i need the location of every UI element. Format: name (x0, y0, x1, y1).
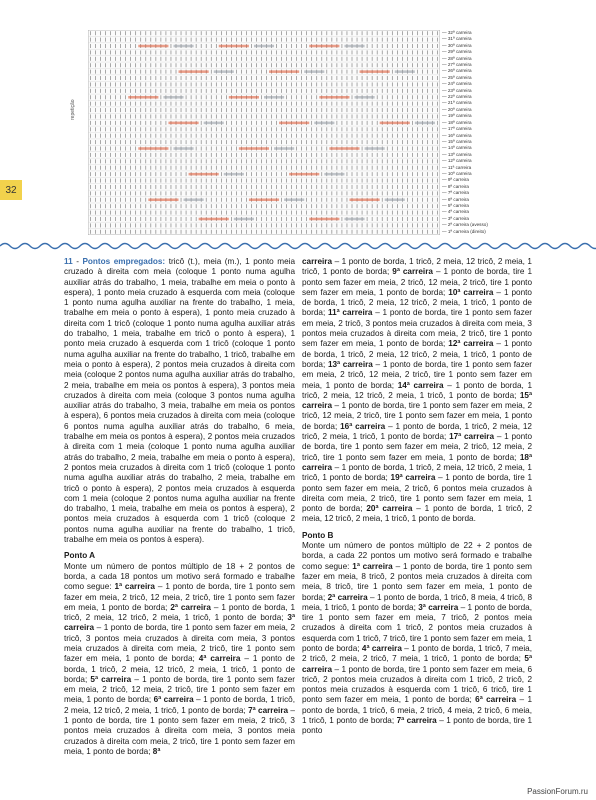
chart-row-label: — 4ª carreira (442, 209, 469, 215)
chart-row-labels (442, 30, 592, 235)
chart-row-label: — 9ª carreira (442, 177, 469, 183)
chart-row-label: — 1ª carreira (direito) (442, 228, 486, 234)
chart-row-label: — 25ª carreira (442, 74, 472, 80)
chart-row-label: — 21ª carreira (442, 100, 472, 106)
chart-row-label: — 5ª carreira (442, 202, 469, 208)
chart-row-label: — 13ª carreira (442, 151, 472, 157)
chart-row-label: — 28ª carreira (442, 55, 472, 61)
ponto-b-title: Ponto B (302, 530, 334, 540)
chart-row-label: — 7ª carreira (442, 190, 469, 196)
ponto-a-title: Ponto A (64, 551, 96, 561)
page-number: 32 (0, 180, 22, 200)
chart-row-label: — 10ª carreira (442, 170, 472, 176)
chart-row-label: — 15ª carreira (442, 138, 472, 144)
points-used-paragraph: 11 - Pontos empregados: tricô (t.), meia (m.), 1 ponto meia cruzado à direita com meia (coloque 1 ponto numa agulha auxiliar atrás do trabalho, 1 meia, trabalhe em meia o ponto à espera), 1 ponto meia cruzado à esquerda com meia (coloque 1 ponto numa agulha auxiliar na frente do trabalho, 1 meia, trabalhe em meia o ponto à espera), 1 ponto meia cruzado à direita com 1 tricô (coloque 1 ponto numa agulha auxiliar atrás do trabalho, 1 meia, trabalhe em tricô o ponto à espera), 1 ponto meia cruzado à esquerda com 1 tricô (coloque 1 ponto numa agulha auxiliar na frente do trabalho, 1 tricô, trabalhe em meia o ponto à espera), 2 pontos meia cruzados à direita com meia (coloque 2 pontos numa agulha auxiliar atrás do trabalho, 2 meia, trabalhe em meia os pontos à espera), 3 pontos meia cruzados à direita com meia (coloque 3 pontos numa agulha auxiliar atrás do trabalho, 3 meia, trabalhe em meia os pontos à espera), 6 pontos meia cruzados à direita com meia (coloque 6 pontos numa agulha auxiliar atrás do trabalho, 6 meia, trabalhe em meia os pontos à espera), 2 pontos meia cruzados à direita com 1 meia (coloque 1 ponto numa agulha auxiliar atrás do trabalho, 2 meia, trabalhe em meia o ponto à espera), 2 pontos meia cruzados à direita com 1 tricô (coloque 1 ponto numa agulha auxiliar atrás do trabalho, 2 meia, trabalhe em tricô o ponto à espera), 2 pontos meia cruzados à esquerda com 1 meia (coloque 2 pontos numa agulha auxiliar na frente do trabalho, 1 meia, trabalhe em meia os pontos à espera), 2 pontos meia cruzados à esquerda com 1 tricô (coloque 2 pontos numa agulha auxiliar na frente do trabalho, 1 tricô, trabalhe em meia os pontos à espera). (64, 257, 295, 545)
right-column (302, 257, 532, 737)
chart-grid (88, 30, 440, 235)
chart-row-label: — 14ª carreira (442, 145, 472, 151)
chart-row-label: — 24ª carreira (442, 81, 472, 87)
chart-row-label: — 19ª carreira (442, 113, 472, 119)
chart-row-label: — 26ª carreira (442, 68, 472, 74)
chart-row-label: — 23ª carreira (442, 87, 472, 93)
chart-row-label: — 17ª carreira (442, 126, 472, 132)
chart-row-label: — 20ª carreira (442, 106, 472, 112)
chart-row-label: — 6ª carreira (442, 196, 469, 202)
chart-row-label: — 27ª carreira (442, 62, 472, 68)
chart-row-label: — 31ª carreira (442, 36, 472, 42)
chart-row-label: — 11ª carreira (442, 164, 472, 170)
chart-row-label: — 30ª carreira (442, 42, 472, 48)
chart-row-label: — 3ª carreira (442, 215, 469, 221)
chart-row-label: — 29ª carreira (442, 49, 472, 55)
ponto-a-instructions: Monte um número de pontos múltiplo de 18 + 2 pontos de borda, a cada 18 pontos um motivo será formado e trabalhe como segue: 1ª carreira – 1 ponto de borda, tire 1 ponto sem fazer em meia, 2 tricô, 12 meia, 2 tricô, tire 1 ponto sem fazer em meia, 1 ponto de borda; 2ª carreira – 1 ponto de borda, 1 tricô, 2 meia, 12 tricô, 2 meia, 1 tricô, 1 ponto de borda; 3ª carreira – 1 ponto de borda, tire 1 ponto sem fazer em meia, 2 tricô, 3 pontos meia cruzados à direita com meia, 3 pontos meia cruzados à direita com meia, 2 tricô, tire 1 ponto sem fazer em meia, 1 ponto de borda; 4ª carreira – 1 ponto de borda, 1 tricô, 2 meia, 12 tricô, 2 meia, 1 tricô, 1 ponto de borda; 5ª carreira – 1 ponto de borda, tire 1 ponto sem fazer em meia, 2 tricô, 12 meia, 2 tricô, tire 1 ponto sem fazer em meia, 1 ponto de borda; 6ª carreira – 1 ponto de borda, 1 tricô, 2 meia, 12 tricô, 2 meia, 1 tricô, 1 ponto de borda; 7ª carreira – 1 ponto de borda, tire 1 ponto sem fazer em meia, 2 tricô, 3 pontos meia cruzados à direita com meia, 3 pontos meia cruzados à direita com meia, 2 tricô, tire 1 ponto sem fazer em meia, 1 ponto de borda; 8ª (64, 561, 296, 756)
ponto-a-continued: carreira – 1 ponto de borda, 1 tricô, 2 meia, 12 tricô, 2 meia, 1 tricô, 1 ponto de borda; 9ª carreira – 1 ponto de borda, tire 1 ponto sem fazer em meia, 2 tricô, 12 meia, 2 tricô, tire 1 ponto sem fazer em meia, 1 ponto de borda; 10ª carreira – 1 ponto de borda, 1 tricô, 2 meia, 12 tricô, 2 meia, 1 tricô, 1 ponto de borda; 11ª carreira – 1 ponto de borda, tire 1 ponto sem fazer em meia, 2 tricô, 3 pontos meia cruzados à direita com meia, 3 pontos meia cruzados à direita com meia, 2 tricô, tire 1 ponto sem fazer em meia, 1 ponto de borda; 12ª carreira – 1 ponto de borda, 1 tricô, 2 meia, 12 tricô, 2 meia, 1 tricô, 1 ponto de borda; 13ª carreira – 1 ponto de borda, tire 1 ponto sem fazer em meia, 2 tricô, 12 meia, 2 tricô, tire 1 ponto sem fazer em meia, 1 ponto de borda; 14ª carreira – 1 ponto de borda, 1 tricô, 2 meia, 12 tricô, 2 meia, 1 tricô, 1 ponto de borda; 15ª carreira – 1 ponto de borda, tire 1 ponto sem fazer em meia, 2 tricô, 12 meia, 2 tricô, tire 1 ponto sem fazer em meia, 1 ponto de borda; 16ª carreira – 1 ponto de borda, 1 tricô, 2 meia, 12 tricô, 2 meia, 1 tricô, 1 ponto de borda; 17ª carreira – 1 ponto de borda, tire 1 ponto sem fazer em meia, 2 tricô, 12 meia, 2 tricô, tire 1 ponto sem fazer em meia, 1 ponto de borda; 18ª carreira – 1 ponto de borda, 1 tricô, 2 meia, 12 tricô, 2 meia, 1 tricô, 1 ponto de borda; 19ª carreira – 1 ponto de borda, tire 1 ponto sem fazer em meia, 2 tricô, 6 pontos meia cruzados à direita com meia, 2 tricô, tire 1 ponto sem fazer em meia, 1 ponto de borda; 20ª carreira – 1 ponto de borda, 1 tricô, 2 meia, 12 tricô, 2 meia, 1 tricô, 1 ponto de borda. (302, 257, 533, 524)
chart-row-label: — 18ª carreira (442, 119, 472, 125)
repeat-label: repetição (70, 99, 76, 120)
left-column (64, 257, 295, 757)
knitting-chart (88, 30, 440, 235)
chart-row-label: — 2ª carreira (avesso) (442, 222, 488, 228)
chart-row-label: — 8ª carreira (442, 183, 469, 189)
chart-row-label: — 22ª carreira (442, 94, 472, 100)
chart-row-label: — 12ª carreira (442, 158, 472, 164)
site-watermark: PassionForum.ru (527, 787, 588, 796)
wave-divider (0, 241, 596, 251)
ponto-b-instructions: Monte um número de pontos múltiplo de 22 + 2 pontos de borda, a cada 22 pontos um motivo será formado e trabalhe como segue: 1ª carreira – 1 ponto de borda, tire 1 ponto sem fazer em meia, 8 tricô, 2 pontos meia cruzados à direita com meia, 8 tricô, tire 1 ponto sem fazer em meia, 1 ponto de borda; 2ª carreira – 1 ponto de borda, 1 tricô, 8 meia, 4 tricô, 8 meia, 1 tricô, 1 ponto de borda; 3ª carreira – 1 ponto de borda, tire 1 ponto sem fazer em meia, 7 tricô, 2 pontos meia cruzados à direita com 1 tricô, 2 pontos meia cruzados à esquerda com 1 tricô, 7 tricô, tire 1 ponto sem fazer em meia, 1 ponto de borda; 4ª carreira – 1 ponto de borda, 1 tricô, 7 meia, 2 tricô, 2 meia, 2 tricô, 7 meia, 1 tricô, 1 ponto de borda; 5ª carreira – 1 ponto de borda, tire 1 ponto sem fazer em meia, 6 tricô, 2 pontos meia cruzados à direita com 1 tricô, 2 tricô, 2 pontos meia cruzados à esquerda com 1 tricô, 6 tricô, tire 1 ponto sem fazer em meia, 1 ponto de borda; 6ª carreira – 1 ponto de borda, 1 tricô, 6 meia, 2 tricô, 4 meia, 2 tricô, 6 meia, 1 tricô, 1 ponto de borda; 7ª carreira – 1 ponto de borda, tire 1 ponto (302, 541, 533, 736)
chart-row-label: — 16ª carreira (442, 132, 472, 138)
chart-row-label: — 32ª carreira (442, 30, 472, 35)
